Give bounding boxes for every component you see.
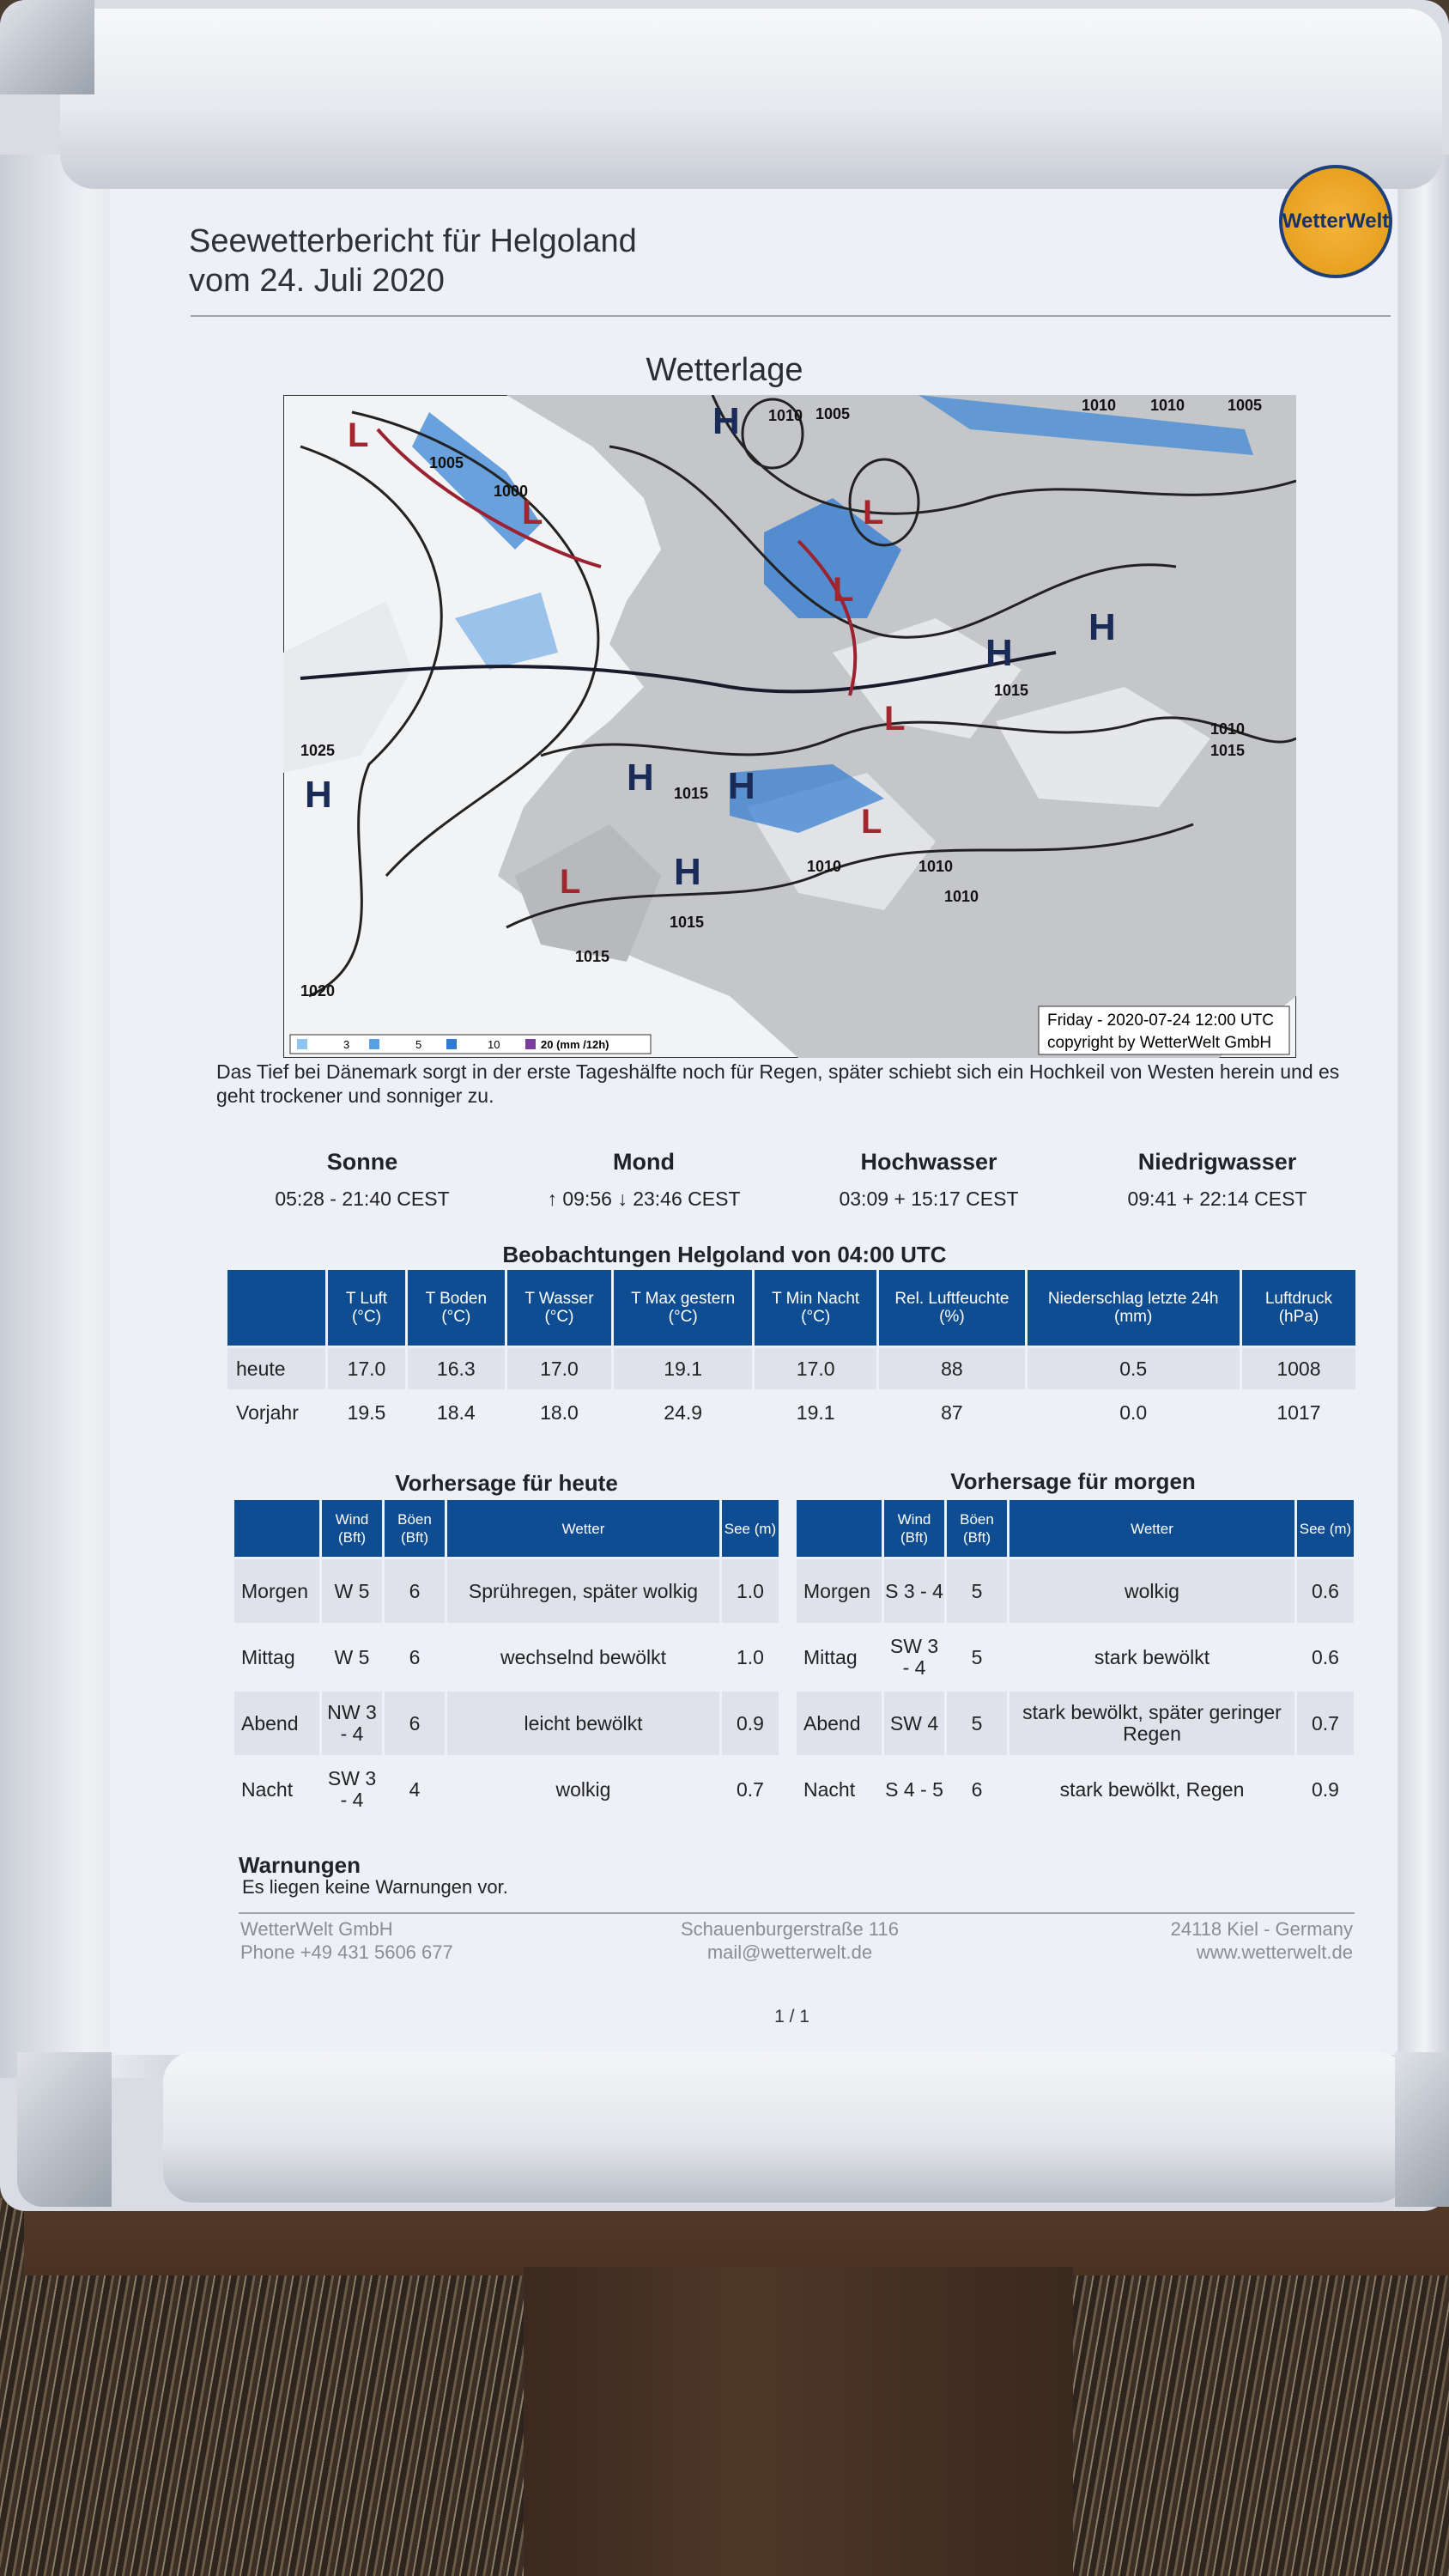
svg-text:L: L bbox=[560, 863, 581, 901]
table-row bbox=[227, 1348, 1355, 1389]
svg-text:1005: 1005 bbox=[815, 405, 851, 422]
svg-text:L: L bbox=[861, 803, 882, 841]
map-caption-date: Friday - 2020-07-24 12:00 UTC bbox=[1047, 1012, 1275, 1030]
table-cell: 5 bbox=[947, 1559, 1007, 1623]
obs-header: Luftdruck (hPa) bbox=[1242, 1270, 1355, 1346]
svg-text:H: H bbox=[305, 774, 332, 816]
svg-text:H: H bbox=[627, 756, 654, 799]
table-cell: 19.5 bbox=[347, 1400, 386, 1424]
footer-street: Schauenburgerstraße 116 bbox=[681, 1918, 899, 1940]
table-cell: wechselnd bewölkt bbox=[500, 1645, 667, 1668]
fc-header: Wind (Bft) bbox=[884, 1500, 944, 1557]
weather-map bbox=[283, 395, 1296, 1058]
table-cell: 24.9 bbox=[664, 1400, 703, 1424]
high-tide-value: 03:09 + 15:17 CEST bbox=[839, 1188, 1019, 1210]
table-row bbox=[234, 1625, 779, 1689]
footer-divider bbox=[239, 1912, 1355, 1914]
frame-corner-top-left bbox=[0, 0, 94, 94]
report-title-line2: vom 24. Juli 2020 bbox=[189, 263, 445, 299]
svg-text:1010: 1010 bbox=[807, 858, 842, 875]
table-cell: 17.0 bbox=[507, 1348, 612, 1389]
table-cell: wolkig bbox=[555, 1777, 611, 1801]
fc-header-blank bbox=[234, 1500, 319, 1557]
table-cell: 6 bbox=[409, 1645, 421, 1668]
low-tide-title: Niedrigwasser bbox=[1137, 1149, 1297, 1175]
svg-text:1015: 1015 bbox=[575, 948, 610, 965]
high-tide bbox=[800, 1149, 1058, 1211]
svg-text:1010: 1010 bbox=[944, 888, 979, 905]
table-cell: W 5 bbox=[322, 1559, 382, 1623]
table-cell: 1.0 bbox=[737, 1645, 764, 1668]
wetterlage-heading: Wetterlage bbox=[646, 352, 803, 388]
legend-5: 5 bbox=[415, 1038, 422, 1051]
svg-text:L: L bbox=[522, 494, 543, 532]
fc-header: Böen (Bft) bbox=[385, 1500, 445, 1557]
table-cell: Vorjahr bbox=[236, 1400, 299, 1424]
forecast-tomorrow-header-row bbox=[797, 1500, 1354, 1557]
fc-header: Böen (Bft) bbox=[947, 1500, 1007, 1557]
table-cell: S 4 - 5 bbox=[885, 1777, 943, 1801]
forecast-tomorrow-table bbox=[794, 1498, 1356, 1824]
table-cell: Morgen bbox=[234, 1559, 319, 1623]
frame-rail-top bbox=[60, 9, 1442, 189]
footer-company bbox=[240, 1917, 453, 1964]
table-cell: Nacht bbox=[803, 1777, 856, 1801]
table-cell: SW 4 bbox=[884, 1692, 944, 1755]
table-cell: 87 bbox=[941, 1400, 963, 1424]
fc-header: See (m) bbox=[722, 1500, 779, 1557]
table-cell: Abend bbox=[797, 1692, 882, 1755]
table-cell: 88 bbox=[879, 1348, 1024, 1389]
table-cell: W 5 bbox=[334, 1645, 370, 1668]
obs-header: T Min Nacht (°C) bbox=[755, 1270, 876, 1346]
sun-value: 05:28 - 21:40 CEST bbox=[275, 1188, 450, 1210]
table-cell: stark bewölkt, später geringer Regen bbox=[1009, 1692, 1294, 1755]
table-row bbox=[797, 1692, 1354, 1755]
table-cell: stark bewölkt bbox=[1094, 1645, 1210, 1668]
table-row bbox=[797, 1559, 1354, 1623]
title-divider bbox=[191, 315, 1391, 317]
footer-city-line: 24118 Kiel - Germany bbox=[1170, 1918, 1353, 1940]
obs-header: T Boden (°C) bbox=[408, 1270, 505, 1346]
table-cell: NW 3 - 4 bbox=[322, 1692, 382, 1755]
frame-rail-bottom bbox=[163, 2052, 1408, 2202]
footer-website: www.wetterwelt.de bbox=[1196, 1941, 1353, 1963]
table-row bbox=[797, 1625, 1354, 1689]
footer-address bbox=[618, 1917, 961, 1964]
table-cell: 0.6 bbox=[1312, 1645, 1339, 1668]
svg-text:1010: 1010 bbox=[919, 858, 954, 875]
footer-company-name: WetterWelt GmbH bbox=[240, 1918, 393, 1940]
warnings-heading: Warnungen bbox=[239, 1852, 361, 1878]
table-cell: Mittag bbox=[241, 1645, 295, 1668]
moon-value: ↑ 09:56 ↓ 23:46 CEST bbox=[547, 1188, 741, 1210]
svg-text:1015: 1015 bbox=[994, 682, 1029, 699]
table-cell: 1.0 bbox=[722, 1559, 779, 1623]
table-row bbox=[797, 1758, 1354, 1821]
table-cell: 0.7 bbox=[737, 1777, 764, 1801]
table-cell: 0.5 bbox=[1028, 1348, 1240, 1389]
table-cell: 0.7 bbox=[1297, 1692, 1354, 1755]
sun-title: Sonne bbox=[326, 1149, 398, 1175]
svg-text:H: H bbox=[1088, 606, 1116, 648]
table-cell: Nacht bbox=[241, 1777, 294, 1801]
wooden-post bbox=[524, 2267, 1073, 2576]
table-cell: Morgen bbox=[797, 1559, 882, 1623]
fc-header: Wetter bbox=[1009, 1500, 1294, 1557]
svg-text:1010: 1010 bbox=[1150, 397, 1185, 414]
table-cell: 0.9 bbox=[1312, 1777, 1339, 1801]
fc-header: Wind (Bft) bbox=[322, 1500, 382, 1557]
table-row bbox=[227, 1392, 1355, 1433]
table-cell: 1008 bbox=[1242, 1348, 1355, 1389]
table-cell: 19.1 bbox=[796, 1400, 835, 1424]
table-cell: wolkig bbox=[1009, 1559, 1294, 1623]
map-caption-copyright: copyright by WetterWelt GmbH bbox=[1047, 1034, 1272, 1052]
table-cell: 4 bbox=[409, 1777, 421, 1801]
obs-header: T Max gestern (°C) bbox=[614, 1270, 752, 1346]
forecast-today-header-row bbox=[234, 1500, 779, 1557]
footer-phone: Phone +49 431 5606 677 bbox=[240, 1941, 453, 1963]
obs-header: Niederschlag letzte 24h (mm) bbox=[1028, 1270, 1240, 1346]
table-row bbox=[234, 1692, 779, 1755]
svg-text:1015: 1015 bbox=[674, 785, 709, 802]
table-cell: S 3 - 4 bbox=[884, 1559, 944, 1623]
svg-text:1005: 1005 bbox=[1228, 397, 1263, 414]
table-cell: SW 3 - 4 bbox=[889, 1635, 939, 1679]
svg-text:1005: 1005 bbox=[429, 454, 464, 471]
warnings-text: Es liegen keine Warnungen vor. bbox=[242, 1876, 508, 1898]
table-cell: 5 bbox=[971, 1645, 983, 1668]
svg-text:H: H bbox=[712, 400, 740, 442]
table-cell: Mittag bbox=[803, 1645, 858, 1668]
svg-text:1015: 1015 bbox=[1210, 742, 1246, 759]
svg-text:1015: 1015 bbox=[670, 914, 705, 931]
obs-header-blank bbox=[227, 1270, 325, 1346]
table-cell: leicht bewölkt bbox=[447, 1692, 719, 1755]
observations-title: Beobachtungen Helgoland von 04:00 UTC bbox=[502, 1242, 947, 1267]
svg-text:1010: 1010 bbox=[768, 407, 803, 424]
fc-header-blank bbox=[797, 1500, 882, 1557]
observations-table bbox=[225, 1267, 1358, 1436]
legend-10: 10 bbox=[488, 1038, 500, 1051]
table-cell: 0.0 bbox=[1119, 1400, 1148, 1424]
table-cell: Sprühregen, später wolkig bbox=[447, 1559, 719, 1623]
table-cell: 5 bbox=[947, 1692, 1007, 1755]
high-tide-title: Hochwasser bbox=[860, 1149, 997, 1175]
table-cell: 19.1 bbox=[614, 1348, 752, 1389]
svg-text:H: H bbox=[985, 632, 1013, 674]
table-cell: 1017 bbox=[1276, 1400, 1321, 1424]
low-tide bbox=[1088, 1149, 1346, 1211]
svg-text:1010: 1010 bbox=[1210, 720, 1246, 738]
table-cell: SW 3 - 4 bbox=[327, 1767, 377, 1811]
table-cell: heute bbox=[227, 1348, 325, 1389]
table-row bbox=[234, 1758, 779, 1821]
table-cell: 18.4 bbox=[436, 1400, 476, 1424]
frame-corner-bottom-left bbox=[17, 2052, 112, 2207]
fc-header: See (m) bbox=[1297, 1500, 1354, 1557]
svg-text:L: L bbox=[863, 494, 884, 532]
report-title bbox=[189, 222, 637, 301]
svg-text:1025: 1025 bbox=[300, 742, 336, 759]
fc-header: Wetter bbox=[447, 1500, 719, 1557]
obs-header: T Luft (°C) bbox=[328, 1270, 405, 1346]
svg-text:1000: 1000 bbox=[494, 483, 529, 500]
table-cell: 18.0 bbox=[540, 1400, 579, 1424]
legend-3: 3 bbox=[343, 1038, 350, 1051]
svg-text:1010: 1010 bbox=[1082, 397, 1117, 414]
legend-20: 20 (mm /12h) bbox=[541, 1038, 609, 1051]
svg-text:H: H bbox=[728, 765, 755, 807]
moon-title: Mond bbox=[613, 1149, 675, 1175]
table-row bbox=[234, 1559, 779, 1623]
logo-text: WetterWelt bbox=[1282, 210, 1390, 233]
sun-times bbox=[233, 1149, 491, 1211]
forecast-today-title: Vorhersage für heute bbox=[395, 1470, 618, 1496]
table-cell: 17.0 bbox=[328, 1348, 405, 1389]
table-cell: 0.6 bbox=[1297, 1559, 1354, 1623]
wetterwelt-logo bbox=[1279, 165, 1392, 278]
svg-text:L: L bbox=[833, 571, 854, 609]
forecast-today-table bbox=[232, 1498, 781, 1824]
svg-text:L: L bbox=[884, 700, 906, 738]
table-cell: 6 bbox=[385, 1692, 445, 1755]
footer-email: mail@wetterwelt.de bbox=[706, 1941, 873, 1963]
table-cell: 17.0 bbox=[755, 1348, 876, 1389]
frame-corner-bottom-right bbox=[1395, 2052, 1449, 2207]
table-cell: 16.3 bbox=[408, 1348, 505, 1389]
table-cell: 0.9 bbox=[722, 1692, 779, 1755]
svg-text:L: L bbox=[348, 416, 369, 454]
table-cell: Abend bbox=[234, 1692, 319, 1755]
low-tide-value: 09:41 + 22:14 CEST bbox=[1127, 1188, 1307, 1210]
footer-city bbox=[1009, 1917, 1353, 1964]
svg-text:H: H bbox=[674, 851, 701, 893]
table-cell: stark bewölkt, Regen bbox=[1059, 1777, 1245, 1801]
table-cell: 6 bbox=[971, 1777, 983, 1801]
page-number: 1 / 1 bbox=[774, 2007, 809, 2026]
moon-times bbox=[515, 1149, 773, 1211]
svg-text:1020: 1020 bbox=[300, 982, 336, 999]
obs-header: T Wasser (°C) bbox=[507, 1270, 612, 1346]
report-title-line1: Seewetterbericht für Helgoland bbox=[189, 223, 637, 259]
obs-header: Rel. Luftfeuchte (%) bbox=[879, 1270, 1024, 1346]
observations-header-row bbox=[227, 1270, 1355, 1346]
situation-text: Das Tief bei Dänemark sorgt in der erste Tageshälfte noch für Regen, später schiebt sich ein Hochkeil von Westen herein und es geht trockener und sonniger zu. bbox=[216, 1060, 1340, 1107]
forecast-tomorrow-title: Vorhersage für morgen bbox=[950, 1468, 1196, 1494]
frame-rail-right bbox=[1399, 155, 1449, 2078]
table-cell: 6 bbox=[385, 1559, 445, 1623]
